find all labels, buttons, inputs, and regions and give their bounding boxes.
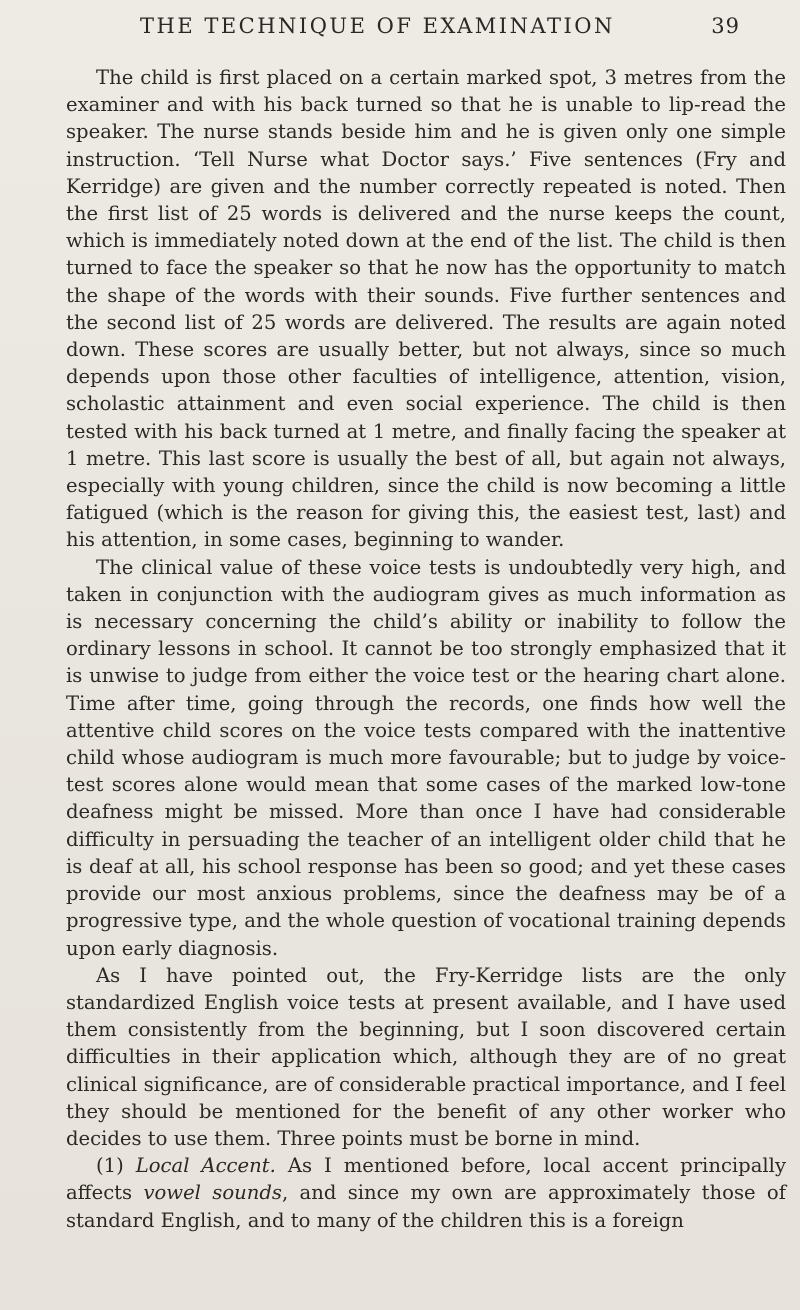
paragraph-4-text-a: As I mentioned before, local accent principally affects <box>66 1154 787 1205</box>
page-number: 39 <box>711 14 740 38</box>
paragraph-4 <box>66 1152 786 1234</box>
list-marker: (1) <box>96 1154 136 1178</box>
paragraph-1: The child is first placed on a certain marked spot, 3 metres from the examiner and with his back turned so that he is unable to lip-read the speaker. The nurse stands beside him and he is given only one simple instruction. ‘Tell Nurse what Doctor says.’ Five sentences (Fry and Kerridge) are given and the number correctly repeated is noted. Then the first list of 25 words is delivered and the nurse keeps the count, which is immediately noted down at the end of the list. The child is then turned to face the speaker so that he now has the opportunity to match the shape of the words with their sounds. Five further sentences and the second list of 25 words are delivered. The results are again noted down. These scores are usually better, but not always, since so much depends upon those other faculties of intelligence, attention, vision, scholastic attainment and even social experience. The child is then tested with his back turned at 1 metre, and finally facing the speaker at 1 metre. This last score is usually the best of all, but again not always, especially with young children, since the child is now becoming a little fatigued (which is the reason for giving this, the easiest test, last) and his attention, in some cases, beginning to wander. <box>66 66 786 552</box>
italic-term: vowel sounds <box>143 1181 282 1205</box>
body-text <box>66 64 786 1234</box>
italic-heading: Local Accent. <box>135 1154 276 1178</box>
paragraph-2: The clinical value of these voice tests is undoubtedly very high, and taken in conjunction with the audiogram gives as much information as is necessary concerning the child’s ability or inability to follow the ordinary lessons in school. It cannot be too strongly emphasized that it is unwise to judge from either the voice test or the hearing chart alone. Time after time, going through the records, one finds how well the attentive child scores on the voice tests compared with the inattentive child whose audiogram is much more favourable; but to judge by voice-test scores alone would mean that some cases of the marked low-tone deafness might be missed. More than once I have had considerable difficulty in persuading the teacher of an intelligent older child that he is deaf at all, his school response has been so good; and yet these cases provide our most anxious problems, since the deafness may be of a progressive type, and the whole question of vocational training depends upon early diagnosis. <box>66 555 786 960</box>
paragraph-3: As I have pointed out, the Fry-Kerridge lists are the only standardized English voice tests at present available, and I have used them consistently from the beginning, but I soon discovered certain difficulties in their application which, although they are of no great clinical significance, are of considerable practical importance, and I feel they should be mentioned for the benefit of any other worker who decides to use them. Three points must be borne in mind. <box>66 963 786 1150</box>
running-head: THE TECHNIQUE OF EXAMINATION <box>140 14 615 38</box>
page-header <box>100 14 740 54</box>
paragraph-4-text-b: , and since my own are approximately those of standard English, and to many of the children this is a foreign <box>66 1181 786 1232</box>
